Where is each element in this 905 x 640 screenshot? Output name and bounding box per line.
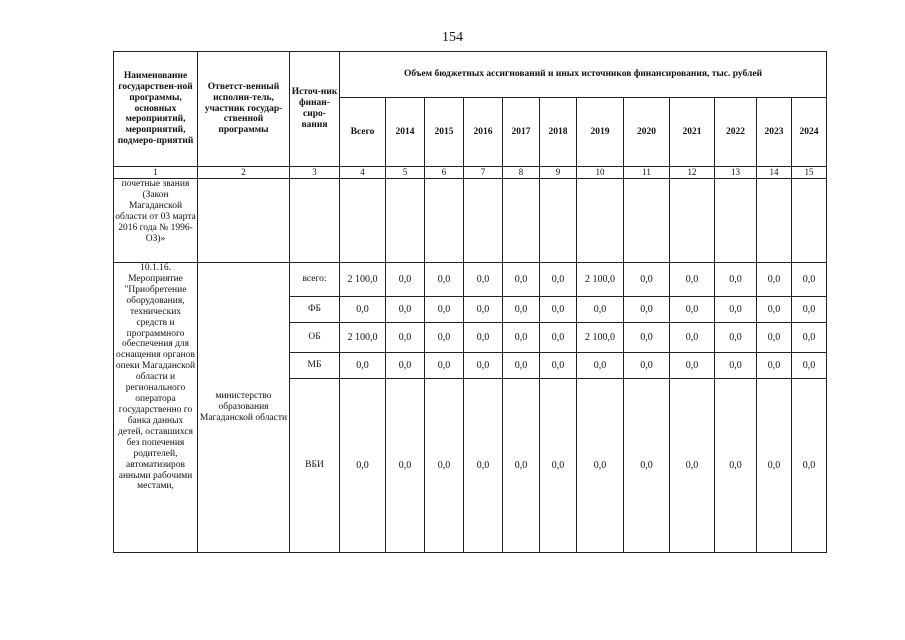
header-name: Наименование государствен-ной программы, основных мероприятий, мероприятий, подмеро-приятий bbox=[114, 52, 198, 167]
header-year: 2020 bbox=[624, 98, 670, 167]
header-year: 2014 bbox=[386, 98, 425, 167]
year-value: 0,0 bbox=[715, 263, 757, 297]
column-number: 6 bbox=[425, 167, 464, 179]
year-value: 0,0 bbox=[670, 323, 715, 353]
year-value: 2 100,0 bbox=[577, 323, 624, 353]
activity-responsible: министерство образования Магаданской области bbox=[198, 263, 290, 553]
total-value: 2 100,0 bbox=[340, 263, 386, 297]
column-number: 3 bbox=[290, 167, 340, 179]
column-number: 10 bbox=[577, 167, 624, 179]
year-value: 0,0 bbox=[540, 263, 577, 297]
funding-source: ОБ bbox=[290, 323, 340, 353]
year-value: 0,0 bbox=[577, 353, 624, 379]
activity-name: 10.1.16. Мероприятие "Приобретение оборудования, технических средств и программного обеспечения для оснащения органов опеки Магаданской области и регионального оператора государственно го банка данных детей, оставшихся без попечения родителей, автоматизиров анными рабочими местами, bbox=[114, 263, 198, 553]
column-number: 2 bbox=[198, 167, 290, 179]
year-value: 0,0 bbox=[386, 297, 425, 323]
column-number: 15 bbox=[792, 167, 827, 179]
year-value: 0,0 bbox=[386, 379, 425, 553]
column-number: 11 bbox=[624, 167, 670, 179]
header-year: 2015 bbox=[425, 98, 464, 167]
year-value: 0,0 bbox=[540, 379, 577, 553]
funding-source: ФБ bbox=[290, 297, 340, 323]
column-number: 1 bbox=[114, 167, 198, 179]
year-value: 0,0 bbox=[715, 323, 757, 353]
year-value: 0,0 bbox=[464, 379, 503, 553]
header-total: Всего bbox=[340, 98, 386, 167]
year-value: 0,0 bbox=[757, 353, 792, 379]
year-value: 0,0 bbox=[757, 323, 792, 353]
year-value: 0,0 bbox=[464, 263, 503, 297]
year-value: 0,0 bbox=[792, 263, 827, 297]
column-number-row bbox=[114, 167, 827, 179]
continuation-text: почетные звания (Закон Магаданской области от 03 марта 2016 года № 1996-ОЗ)» bbox=[114, 179, 198, 263]
total-value: 0,0 bbox=[340, 379, 386, 553]
header-volume: Объем бюджетных ассигнований и иных источников финансирования, тыс. рублей bbox=[340, 52, 827, 98]
year-value: 0,0 bbox=[624, 323, 670, 353]
column-number: 9 bbox=[540, 167, 577, 179]
year-value: 0,0 bbox=[715, 379, 757, 553]
table-row bbox=[114, 263, 827, 297]
year-value: 0,0 bbox=[670, 353, 715, 379]
year-value: 0,0 bbox=[503, 353, 540, 379]
header-year: 2022 bbox=[715, 98, 757, 167]
year-value: 0,0 bbox=[503, 297, 540, 323]
year-value: 0,0 bbox=[670, 379, 715, 553]
header-year: 2018 bbox=[540, 98, 577, 167]
year-value: 0,0 bbox=[386, 323, 425, 353]
column-number: 13 bbox=[715, 167, 757, 179]
funding-source: МБ bbox=[290, 353, 340, 379]
page-number: 154 bbox=[442, 30, 463, 45]
column-number: 8 bbox=[503, 167, 540, 179]
year-value: 0,0 bbox=[540, 353, 577, 379]
year-value: 0,0 bbox=[464, 297, 503, 323]
header-year: 2019 bbox=[577, 98, 624, 167]
budget-table bbox=[113, 51, 827, 553]
year-value: 0,0 bbox=[577, 379, 624, 553]
year-value: 0,0 bbox=[792, 379, 827, 553]
year-value: 0,0 bbox=[624, 379, 670, 553]
year-value: 0,0 bbox=[792, 297, 827, 323]
year-value: 0,0 bbox=[425, 353, 464, 379]
year-value: 0,0 bbox=[425, 297, 464, 323]
header-year: 2024 bbox=[792, 98, 827, 167]
total-value: 2 100,0 bbox=[340, 323, 386, 353]
year-value: 0,0 bbox=[540, 297, 577, 323]
year-value: 0,0 bbox=[757, 379, 792, 553]
year-value: 0,0 bbox=[670, 297, 715, 323]
header-year: 2017 bbox=[503, 98, 540, 167]
total-value: 0,0 bbox=[340, 297, 386, 323]
year-value: 0,0 bbox=[624, 263, 670, 297]
year-value: 0,0 bbox=[464, 323, 503, 353]
year-value: 0,0 bbox=[757, 297, 792, 323]
year-value: 0,0 bbox=[425, 379, 464, 553]
year-value: 0,0 bbox=[792, 353, 827, 379]
year-value: 0,0 bbox=[757, 263, 792, 297]
column-number: 7 bbox=[464, 167, 503, 179]
funding-source: ВБИ bbox=[290, 379, 340, 553]
column-number: 4 bbox=[340, 167, 386, 179]
header-source: Источ-ник финан-сиро-вания bbox=[290, 52, 340, 167]
year-value: 0,0 bbox=[503, 379, 540, 553]
year-value: 0,0 bbox=[386, 263, 425, 297]
column-number: 12 bbox=[670, 167, 715, 179]
year-value: 0,0 bbox=[386, 353, 425, 379]
column-number: 5 bbox=[386, 167, 425, 179]
header-year: 2023 bbox=[757, 98, 792, 167]
year-value: 2 100,0 bbox=[577, 263, 624, 297]
year-value: 0,0 bbox=[425, 323, 464, 353]
header-year: 2021 bbox=[670, 98, 715, 167]
year-value: 0,0 bbox=[624, 297, 670, 323]
continuation-row bbox=[114, 179, 827, 263]
year-value: 0,0 bbox=[624, 353, 670, 379]
year-value: 0,0 bbox=[425, 263, 464, 297]
column-number: 14 bbox=[757, 167, 792, 179]
year-value: 0,0 bbox=[715, 297, 757, 323]
year-value: 0,0 bbox=[577, 297, 624, 323]
year-value: 0,0 bbox=[503, 263, 540, 297]
year-value: 0,0 bbox=[503, 323, 540, 353]
year-value: 0,0 bbox=[715, 353, 757, 379]
funding-source: всего: bbox=[290, 263, 340, 297]
header-year: 2016 bbox=[464, 98, 503, 167]
total-value: 0,0 bbox=[340, 353, 386, 379]
year-value: 0,0 bbox=[540, 323, 577, 353]
year-value: 0,0 bbox=[792, 323, 827, 353]
header-responsible: Ответст-венный исполни-тель, участник государ-ственной программы bbox=[198, 52, 290, 167]
year-value: 0,0 bbox=[464, 353, 503, 379]
year-value: 0,0 bbox=[670, 263, 715, 297]
